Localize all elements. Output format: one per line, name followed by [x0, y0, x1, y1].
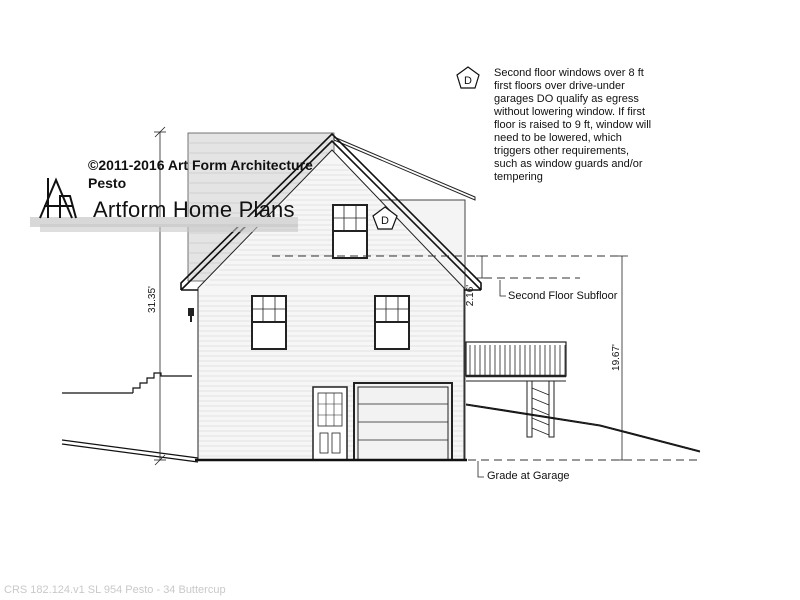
upper-window-left — [252, 296, 286, 349]
egress-note-line: such as window guards and/or — [494, 158, 643, 170]
entry-door — [313, 387, 347, 460]
egress-note-line: triggers other requirements, — [494, 145, 630, 157]
garage-door — [354, 383, 452, 460]
egress-note-line: first floors over drive-under — [494, 80, 625, 92]
egress-note-line: need to be lowered, which — [494, 132, 622, 144]
right-terrain — [466, 404, 700, 452]
egress-note-line: floor is raised to 9 ft, window will — [494, 119, 652, 131]
dimension-floor-offset — [476, 256, 488, 278]
floor-offset-label: 2.16' — [465, 284, 477, 307]
egress-note-line: garages DO qualify as egress — [494, 93, 639, 105]
brand-name: Artform Home Plans — [93, 197, 295, 222]
subfloor-callout: Second Floor Subfloor — [508, 290, 618, 302]
wall-lamp-icon — [188, 308, 194, 322]
attic-window — [333, 205, 367, 258]
plan-footer-code: CRS 182.124.v1 SL 954 Pesto - 34 Buttercup — [4, 584, 226, 596]
copyright-text: ©2011-2016 Art Form Architecture — [88, 157, 313, 173]
egress-note-line: tempering — [494, 171, 543, 183]
leader-lines — [478, 280, 506, 477]
deck — [466, 342, 566, 437]
elevation-marker-label: D — [381, 215, 389, 227]
overall-height-label: 31.35' — [146, 286, 158, 313]
egress-note — [494, 67, 694, 184]
egress-note-line: without lowering window. If first — [494, 106, 646, 118]
note-marker-label: D — [464, 75, 472, 87]
egress-note-line: Second floor windows over 8 ft — [494, 67, 644, 79]
grade-callout: Grade at Garage — [487, 470, 570, 482]
upper-window-right — [375, 296, 409, 349]
left-terrain — [62, 373, 198, 462]
deck-height-label: 19.67' — [610, 344, 622, 371]
project-name: Pesto — [88, 175, 127, 191]
